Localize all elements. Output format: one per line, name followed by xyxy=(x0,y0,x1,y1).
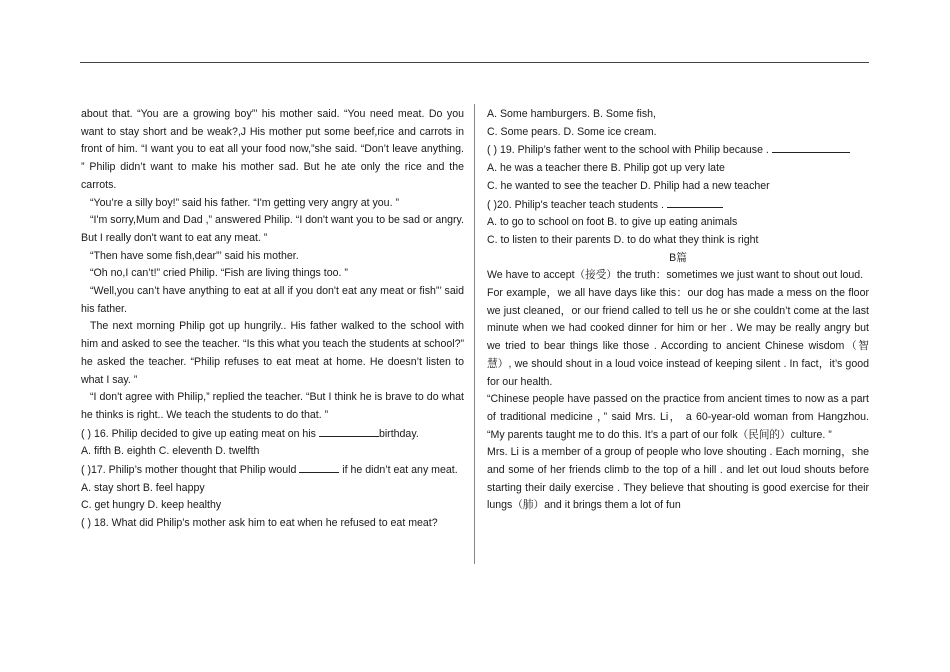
question-16-stem: ( ) 16. Philip decided to give up eating meat on his xyxy=(81,427,316,440)
question-19 xyxy=(487,141,869,160)
question-17-options: A. stay short B. feel happy xyxy=(81,481,205,494)
passage-paragraph: “I don't agree with Philip,” replied the teacher. “But I think he is brave to do what he thinks is right.. We teach the students to do that. ” xyxy=(81,391,464,421)
answer-blank xyxy=(299,461,339,473)
passage-paragraph: “Well,you can’t have anything to eat at all if you don't eat any meat or fish”’ said his father. xyxy=(81,285,464,315)
passage-paragraph: “Then have some fish,dear”’ said his mother. xyxy=(90,249,299,262)
question-17-stem: ( )17. Philip’s mother thought that Philip would xyxy=(81,464,297,477)
question-16-options: A. fifth B. eighth C. eleventh D. twelfth xyxy=(81,445,260,458)
question-19-stem: ( ) 19. Philip’s father went to the school with Philip because . xyxy=(487,144,769,157)
top-rule xyxy=(80,62,869,63)
passage-paragraph: Mrs. Li is a member of a group of people who love shouting . Each morning，she and some of her friends climb to the top of a hill . and let out loud shouts before starting their daily exercise . They believe that shouting is good exercise for their lungs（肺）and it brings them a lot of fun xyxy=(487,446,869,512)
question-19-options: A. he was a teacher there B. Philip got up very late xyxy=(487,162,725,175)
question-18-options: A. Some hamburgers. B. Some fish, xyxy=(487,108,656,120)
question-17 xyxy=(81,461,464,480)
answer-blank xyxy=(772,141,850,153)
question-20 xyxy=(487,196,869,215)
answer-blank xyxy=(319,425,379,437)
passage-paragraph: “Oh no,I can’t!” cried Philip. “Fish are living things too. ” xyxy=(90,267,348,280)
section-title: B篇 xyxy=(669,251,687,264)
question-19-options: C. he wanted to see the teacher D. Philip had a new teacher xyxy=(487,179,770,192)
passage-paragraph: “You’re a silly boy!” said his father. “I'm getting very angry at you. ” xyxy=(90,196,399,209)
passage-paragraph: The next morning Philip got up hungrily.. His father walked to the school with him and asked to see the teacher. “Is this what you teach the students at school?” he asked the teacher. “Philip refuses to eat meat at home. He doesn’t listen to what I say. ” xyxy=(81,320,464,386)
question-17-options: C. get hungry D. keep healthy xyxy=(81,499,222,512)
right-column xyxy=(487,106,869,515)
answer-blank xyxy=(667,196,723,208)
question-20-stem: ( )20. Philip's teacher teach students . xyxy=(487,198,664,211)
passage-paragraph: We have to accept（接受）the truth：sometimes we just want to shout out loud. xyxy=(487,269,864,282)
question-18: ( ) 18. What did Philip’s mother ask him to eat when he refused to eat meat? xyxy=(81,517,438,530)
passage-paragraph: “I'm sorry,Mum and Dad ,” answered Philip. “I don't want you to be sad or angry. But I really don't want to eat any meat. ” xyxy=(81,214,464,244)
question-18-options: C. Some pears. D. Some ice cream. xyxy=(487,125,657,138)
question-20-options: C. to listen to their parents D. to do what they think is right xyxy=(487,233,759,246)
question-16 xyxy=(81,425,464,444)
question-16-stem-end: birthday. xyxy=(378,427,419,440)
passage-paragraph: about that. “You are a growing boy”’ his mother said. “You need meat. Do you want to stay short and be weak?,J His mother put some beef,rice and carrots in front of him. “I want you to eat all your food now,”she said. “Don’t leave anything. ” Philip didn’t want to make his mother sad. But he ate only the rice and the carrots. xyxy=(81,108,464,191)
question-17-stem-end: if he didn’t eat any meat. xyxy=(342,464,458,477)
passage-paragraph: “Chinese people have passed on the practice from ancient times to now as a part of traditional medicine ，” said Mrs. Li， a 60-year-old woman from Hangzhou. “My parents taught me to do this. It’s a part of our folk（民间的）culture. ” xyxy=(487,393,869,441)
left-column xyxy=(81,106,464,533)
passage-paragraph: For example，we all have days like this：our dog has made a mess on the floor we just cleaned，or our friend called to tell us he or she couldn’t come at the last minute when we had cooked dinner for him or her . We may be really angry but we tried to bear things like those . According to ancient Chinese wisdom（智慧）, we should shout in a loud voice instead of keeping silent . In fact，it’s good for our health. xyxy=(487,287,869,388)
column-divider xyxy=(474,104,475,564)
question-20-options: A. to go to school on foot B. to give up eating animals xyxy=(487,216,738,229)
